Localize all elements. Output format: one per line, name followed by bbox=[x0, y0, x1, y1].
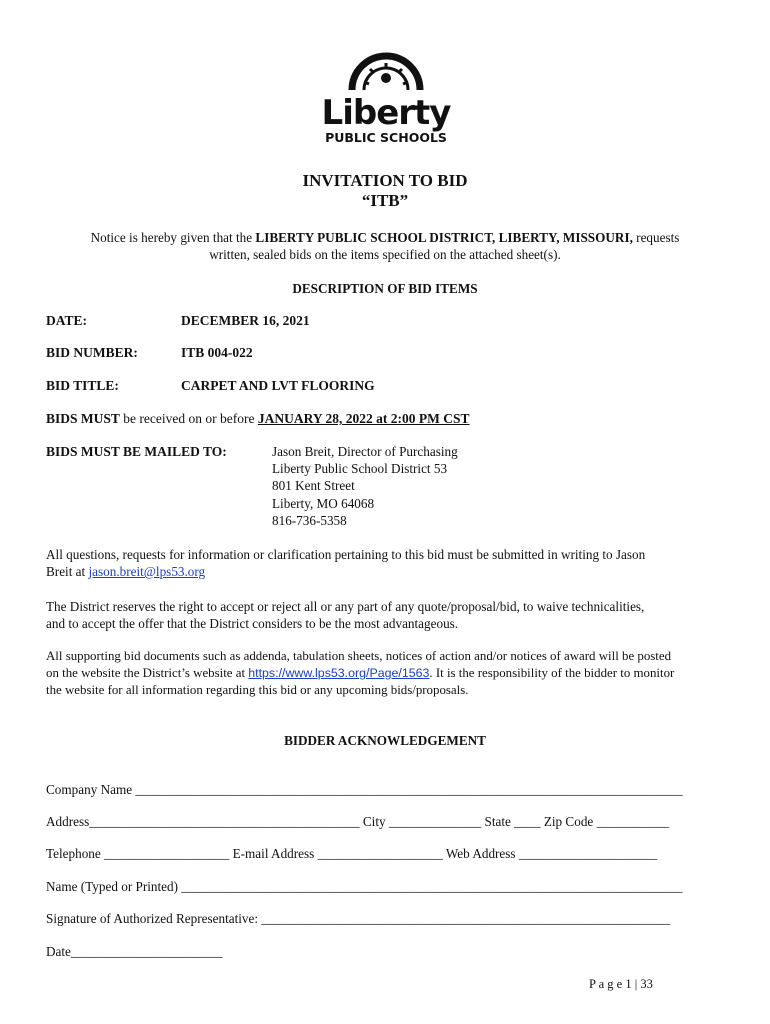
date-value: DECEMBER 16, 2021 bbox=[181, 313, 310, 328]
deadline-date: JANUARY 28, 2022 at 2:00 PM CST bbox=[257, 411, 470, 426]
page-total: 33 bbox=[640, 977, 653, 991]
questions-line-1: All questions, requests for information or clarification pertaining to this bid must be submitted in writing to Jason bbox=[46, 547, 646, 562]
bid-number-label: BID NUMBER: bbox=[46, 345, 138, 360]
mail-address-line: Jason Breit, Director of Purchasing bbox=[272, 444, 458, 459]
company-name-field[interactable]: Company Name ___________________________________________________________________________________ bbox=[46, 782, 683, 797]
contact-email-link[interactable]: jason.breit@lps53.org bbox=[88, 564, 206, 579]
mail-address-line: Liberty, MO 64068 bbox=[272, 495, 375, 511]
logo-subtext: PUBLIC SCHOOLS bbox=[325, 130, 447, 145]
mail-address-line: Liberty Public School District 53 bbox=[272, 461, 448, 477]
page-footer bbox=[589, 977, 653, 992]
page-label: P a g e bbox=[589, 977, 623, 991]
bid-title-label: BID TITLE: bbox=[46, 378, 119, 393]
document-title: INVITATION TO BID bbox=[302, 171, 468, 190]
notice-line-2: written, sealed bids on the items specified on the attached sheet(s). bbox=[209, 247, 561, 262]
address-field[interactable]: Address_________________________________________ City ______________ State ____ Zip Code ___________ bbox=[46, 814, 670, 829]
document-subtitle: “ITB” bbox=[361, 191, 409, 210]
liberty-logo bbox=[318, 40, 454, 146]
questions-line-2 bbox=[46, 563, 205, 580]
supporting-suffix: . It is the responsibility of the bidder to monitor bbox=[429, 666, 675, 680]
description-heading: DESCRIPTION OF BID ITEMS bbox=[292, 281, 478, 296]
telephone-field[interactable]: Telephone ___________________ E-mail Address ___________________ Web Address _____________________ bbox=[46, 846, 658, 861]
questions-prefix: Breit at bbox=[46, 564, 89, 579]
mail-address-line: 816-736-5358 bbox=[272, 512, 347, 528]
date-field[interactable]: Date_______________________ bbox=[46, 944, 223, 959]
date-label: DATE: bbox=[46, 313, 88, 328]
deadline-middle: be received on or before bbox=[119, 411, 258, 426]
page-separator: | bbox=[634, 977, 638, 991]
page-number: 1 bbox=[625, 977, 632, 991]
mail-label: BIDS MUST BE MAILED TO: bbox=[46, 444, 227, 459]
reserves-line-1: The District reserves the right to accept or reject all or any part of any quote/proposal/bid, to waive technicalities, bbox=[46, 599, 645, 614]
mail-address bbox=[272, 443, 458, 529]
signature-field[interactable]: Signature of Authorized Representative: ______________________________________________________________ bbox=[46, 911, 671, 926]
supporting-line-1: All supporting bid documents such as addenda, tabulation sheets, notices of action and/or notices of award will be posted bbox=[46, 649, 672, 663]
mail-address-line: 801 Kent Street bbox=[272, 478, 355, 494]
supporting-line-2 bbox=[46, 665, 674, 682]
deadline-line bbox=[46, 410, 469, 427]
notice-suffix: requests bbox=[632, 230, 680, 245]
notice-district: LIBERTY PUBLIC SCHOOL DISTRICT, LIBERTY, MISSOURI, bbox=[255, 230, 633, 245]
supporting-line-3: the website for all information regarding this bid or any upcoming bids/proposals. bbox=[46, 683, 469, 697]
printed-name-field[interactable]: Name (Typed or Printed) ____________________________________________________________________________ bbox=[46, 879, 683, 894]
bid-number-value: ITB 004-022 bbox=[181, 345, 253, 360]
reserves-line-2: and to accept the offer that the District considers to be the most advantageous. bbox=[46, 616, 459, 631]
deadline-prefix: BIDS MUST bbox=[46, 411, 120, 426]
notice-prefix: Notice is hereby given that the bbox=[90, 230, 256, 245]
acknowledgement-heading: BIDDER ACKNOWLEDGEMENT bbox=[284, 733, 486, 748]
logo-wordmark: Liberty bbox=[321, 93, 451, 133]
notice-line-1 bbox=[0, 229, 770, 246]
website-link[interactable]: https://www.lps53.org/Page/1563 bbox=[248, 666, 430, 680]
bid-title-value: CARPET AND LVT FLOORING bbox=[181, 378, 375, 393]
supporting-prefix: on the website the District’s website at bbox=[46, 666, 249, 680]
liberty-logo-graphic bbox=[318, 40, 454, 146]
